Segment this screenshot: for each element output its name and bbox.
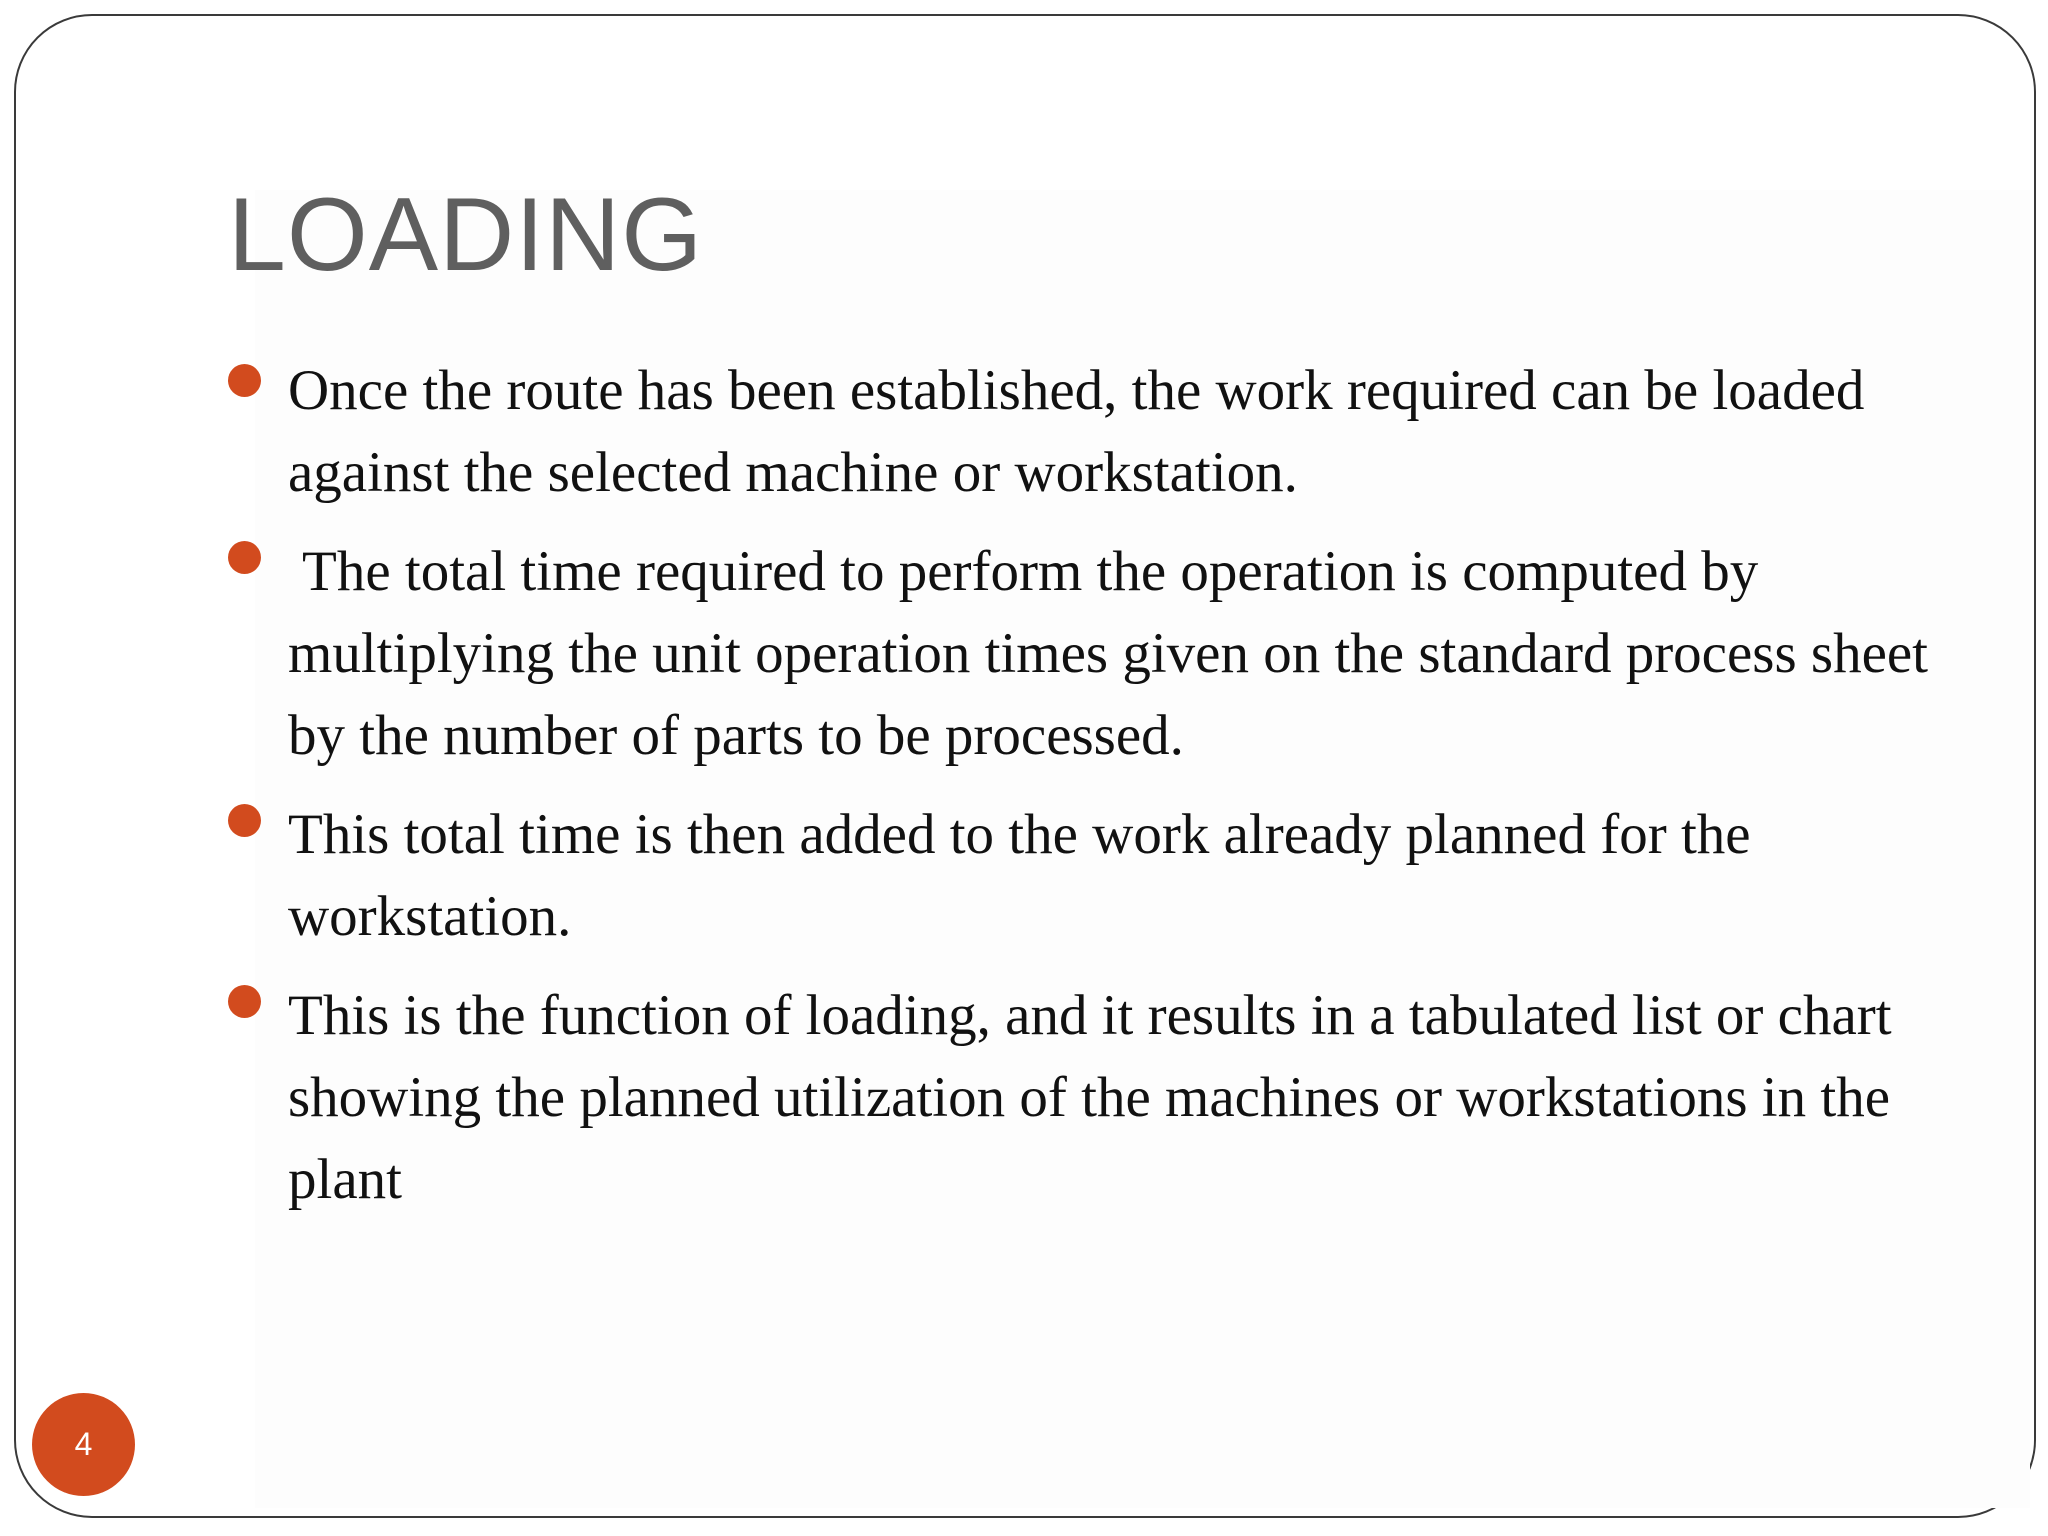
bullet-dot-icon bbox=[228, 985, 261, 1018]
bullet-dot-icon bbox=[228, 364, 261, 397]
bullet-text: This is the function of loading, and it results in a tabulated list or chart showing the planned utilization of the machines or workstations in the plant bbox=[288, 984, 1892, 1211]
bullet-text: The total time required to perform the operation is computed by multiplying the unit operation times given on the standard process sheet by the number of parts to be processed. bbox=[288, 540, 1929, 767]
bullet-dot-icon bbox=[228, 804, 261, 837]
bullet-dot-icon bbox=[228, 541, 261, 574]
slide-title: LOADING bbox=[228, 177, 704, 293]
bullet-text: Once the route has been established, the work required can be loaded against the selected machine or workstation. bbox=[288, 359, 1865, 504]
bullet-text: This total time is then added to the work already planned for the workstation. bbox=[288, 803, 1751, 948]
page-number-badge: 4 bbox=[32, 1393, 135, 1496]
